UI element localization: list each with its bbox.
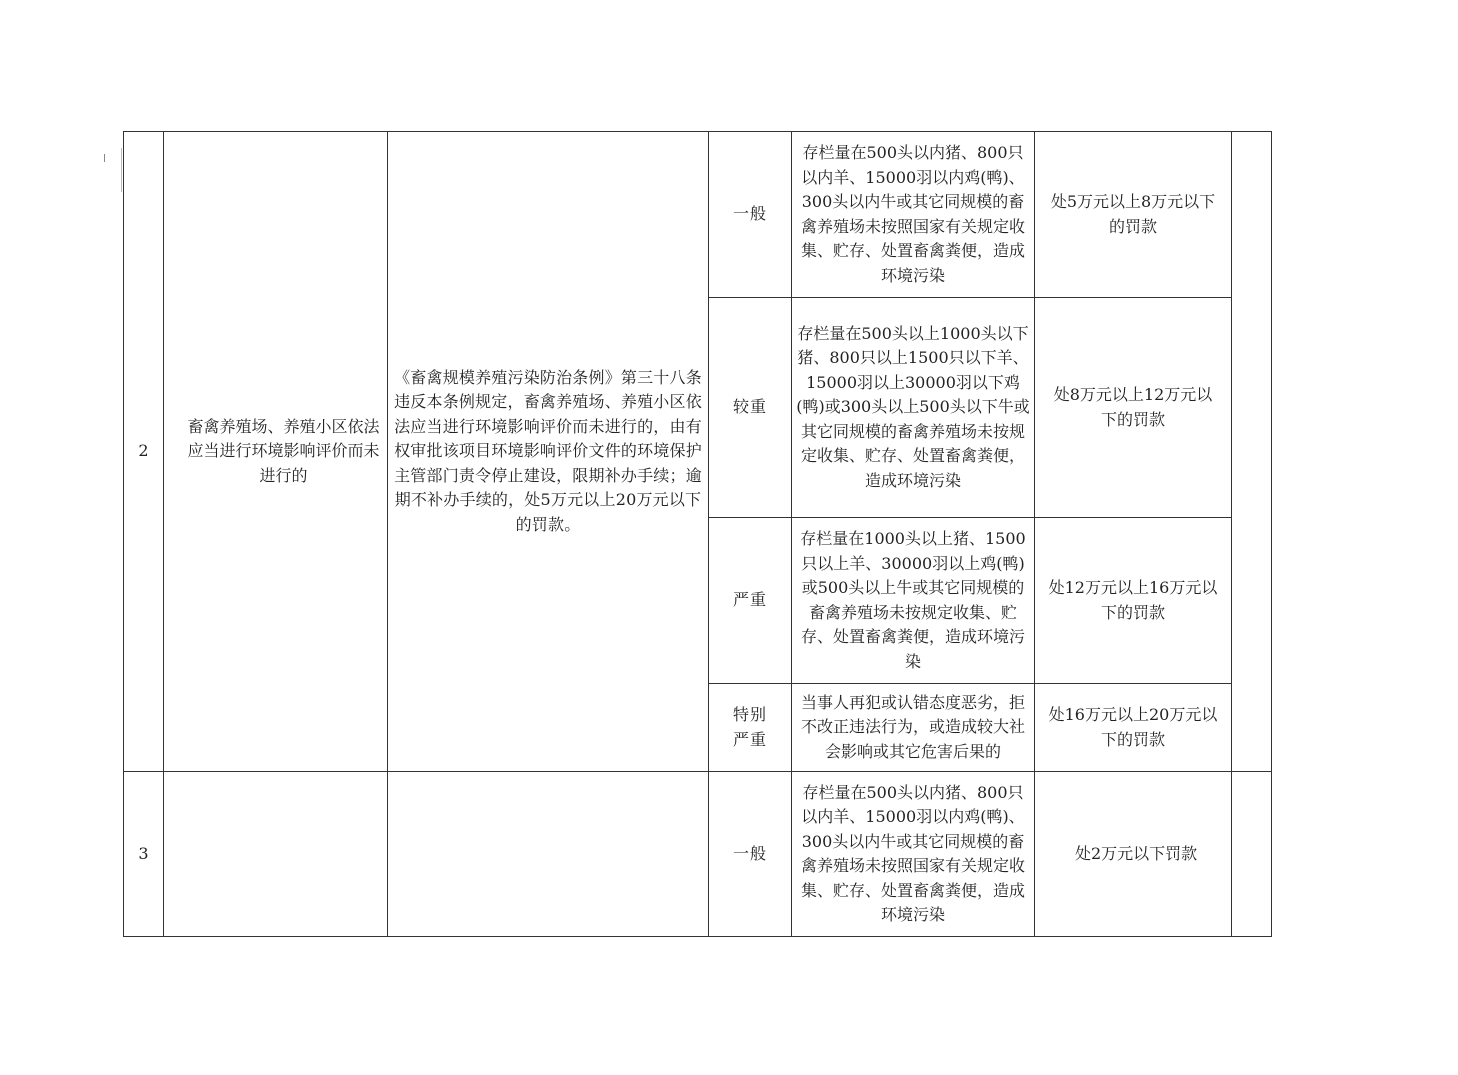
condition-text: 存栏量在500头以上1000头以下猪、800只以上1500只以下羊、15000羽以上30000羽以下鸡(鸭)或300头以上500头以下牛或其它同规模的畜禽养殖场未按规定收集、贮存、处置畜禽粪便，造成环境污染	[796, 323, 1030, 490]
margin-bracket	[121, 148, 122, 192]
legal-basis-cell	[388, 772, 709, 937]
level-cell	[709, 518, 792, 684]
seq-cell	[124, 772, 164, 937]
penalty-text: 处16万元以上20万元以下的罚款	[1048, 705, 1218, 749]
note-cell	[1232, 132, 1272, 772]
seq-cell	[124, 132, 164, 772]
condition-text: 存栏量在500头以内猪、800只以内羊、15000羽以内鸡(鸭)、300头以内牛或其它同规模的畜禽养殖场未按照国家有关规定收集、贮存、处置畜禽粪便，造成环境污染	[800, 782, 1025, 924]
penalty-cell	[1035, 298, 1232, 518]
table-row	[124, 132, 1272, 298]
violation-text: 畜禽养殖场、养殖小区依法应当进行环境影响评价而未进行的	[187, 416, 380, 485]
margin-mark	[104, 154, 105, 162]
penalty-text: 处8万元以上12万元以下的罚款	[1053, 385, 1213, 429]
condition-cell	[792, 298, 1035, 518]
condition-text: 当事人再犯或认错态度恶劣，拒不改正违法行为，或造成较大社会影响或其它危害后果的	[800, 692, 1025, 761]
level-cell	[709, 132, 792, 298]
violation-cell	[164, 132, 388, 772]
violation-cell	[164, 772, 388, 937]
condition-cell	[792, 518, 1035, 684]
penalty-text: 处12万元以上16万元以下的罚款	[1048, 578, 1218, 622]
note-cell	[1232, 772, 1272, 937]
level-label: 一般	[732, 204, 767, 224]
legal-basis-text: 《畜禽规模养殖污染防治条例》第三十八条 违反本条例规定，畜禽养殖场、养殖小区依法应当进行环境影响评价而未进行的，由有权审批该项目环境影响评价文件的环境保护主管部门责令停止建设，限期补办手续；逾期不补办手续的，处5万元以上20万元以下的罚款。	[394, 367, 719, 534]
condition-cell	[792, 772, 1035, 937]
legal-basis-cell	[388, 132, 719, 772]
penalty-cell	[1035, 518, 1232, 684]
level-label: 一般	[732, 843, 767, 863]
level-label: 较重	[732, 397, 767, 417]
level-label: 严重	[732, 590, 767, 610]
penalty-text: 处2万元以下罚款	[1075, 843, 1198, 863]
level-cell	[709, 684, 792, 772]
penalty-discretion-table	[123, 131, 1272, 937]
penalty-cell	[1035, 132, 1232, 298]
level-label: 特别严重	[732, 705, 767, 749]
penalty-cell	[1035, 684, 1232, 772]
condition-text: 存栏量在1000头以上猪、1500只以上羊、30000羽以上鸡(鸭)或500头以上牛或其它同规模的畜禽养殖场未按规定收集、贮存、处置畜禽粪便，造成环境污染	[800, 529, 1026, 671]
seq-number: 2	[138, 441, 149, 461]
level-cell	[709, 298, 792, 518]
condition-cell	[792, 132, 1035, 298]
seq-number: 3	[138, 843, 149, 863]
table-row	[124, 772, 1272, 937]
level-cell	[709, 772, 792, 937]
penalty-text: 处5万元以上8万元以下的罚款	[1050, 192, 1216, 236]
condition-cell	[792, 684, 1035, 772]
condition-text: 存栏量在500头以内猪、800只以内羊、15000羽以内鸡(鸭)、300头以内牛或其它同规模的畜禽养殖场未按照国家有关规定收集、贮存、处置畜禽粪便，造成环境污染	[800, 143, 1025, 285]
penalty-cell	[1035, 772, 1232, 937]
